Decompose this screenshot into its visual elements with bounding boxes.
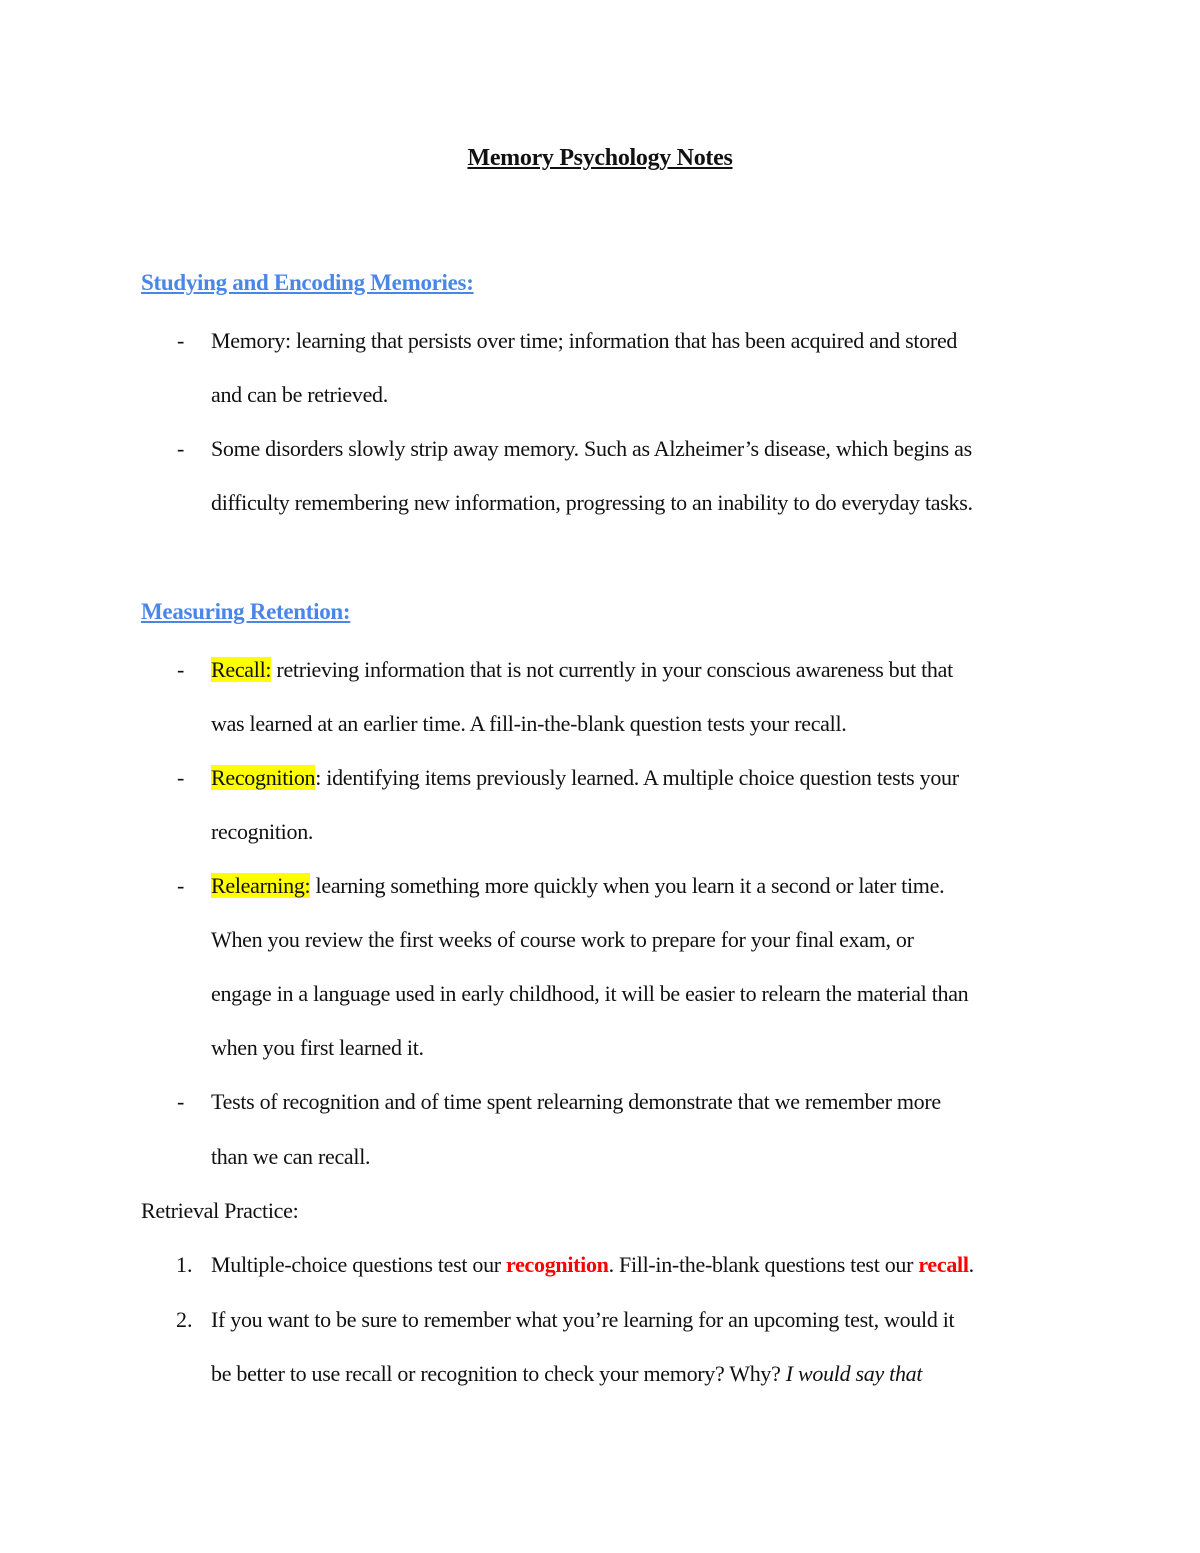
bullet-text: retrieving information that is not currently in your conscious awareness but that	[271, 657, 953, 682]
question-2-line-2	[211, 1347, 922, 1401]
bullet-text: learning something more quickly when you learn it a second or later time.	[310, 873, 945, 898]
bullet-dash: -	[177, 436, 185, 461]
bullet-dash: -	[177, 765, 185, 790]
bullet-text: : identifying items previously learned. A multiple choice question tests your	[315, 765, 959, 790]
page-title: Memory Psychology Notes	[467, 145, 733, 171]
bullet-text: Some disorders slowly strip away memory. Such as Alzheimer’s disease, which begins as	[211, 436, 972, 461]
bullet-text: than we can recall.	[211, 1144, 371, 1169]
highlighted-term: Recognition	[211, 765, 316, 790]
bullet-text: was learned at an earlier time. A fill-in-the-blank question tests your recall.	[211, 711, 847, 736]
bullet-recall	[211, 643, 953, 697]
bullet-relearning	[211, 859, 944, 913]
list-number: 1.	[176, 1252, 193, 1277]
question-text: .	[968, 1252, 974, 1277]
question-1	[211, 1238, 974, 1292]
bullet-dash: -	[177, 1089, 185, 1114]
bullet-text: Tests of recognition and of time spent relearning demonstrate that we remember more	[211, 1089, 941, 1114]
bullet-text: recognition.	[211, 819, 314, 844]
question-text: be better to use recall or recognition to check your memory? Why?	[211, 1361, 786, 1386]
question-text: If you want to be sure to remember what you’re learning for an upcoming test, would it	[211, 1307, 955, 1332]
question-text: Multiple-choice questions test our	[211, 1252, 506, 1277]
bullet-text: and can be retrieved.	[211, 382, 388, 407]
bullet-dash: -	[177, 657, 185, 682]
section-heading-retention: Measuring Retention:	[141, 599, 351, 624]
bullet-text: Memory: learning that persists over time; information that has been acquired and stored	[211, 328, 958, 353]
bullet-text: When you review the first weeks of course work to prepare for your final exam, or	[211, 927, 914, 952]
answer-text: I would say that	[785, 1361, 923, 1386]
bullet-text: engage in a language used in early childhood, it will be easier to relearn the material than	[211, 981, 969, 1006]
bullet-dash: -	[177, 873, 185, 898]
emphasis-term: recognition	[506, 1252, 609, 1277]
emphasis-term: recall	[918, 1252, 969, 1277]
bullet-text: difficulty remembering new information, progressing to an inability to do everyday tasks.	[211, 490, 973, 515]
highlighted-term: Recall:	[211, 657, 272, 682]
retrieval-practice-label: Retrieval Practice:	[141, 1198, 299, 1223]
highlighted-term: Relearning:	[211, 873, 311, 898]
bullet-text: when you first learned it.	[211, 1035, 424, 1060]
bullet-recognition	[211, 751, 959, 805]
section-heading-encoding: Studying and Encoding Memories:	[141, 270, 474, 295]
question-text: . Fill-in-the-blank questions test our	[608, 1252, 919, 1277]
list-number: 2.	[176, 1307, 193, 1332]
bullet-dash: -	[177, 328, 185, 353]
